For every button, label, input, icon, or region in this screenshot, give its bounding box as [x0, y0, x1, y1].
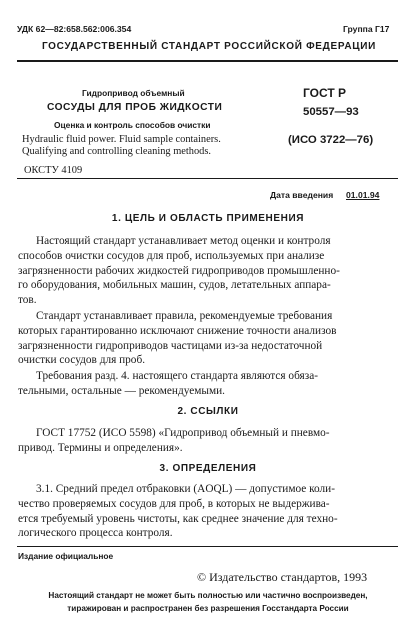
section-2-heading: 2. ССЫЛКИ [177, 406, 239, 417]
document-title: СОСУДЫ ДЛЯ ПРОБ ЖИДКОСТИ [47, 102, 223, 113]
section-2-paragraph [18, 426, 398, 456]
english-title-line1: Hydraulic fluid power. Fluid sample containers. [22, 134, 221, 145]
paragraph-line: ется требуемый уровень чистоты, как среднее значение для техно- [18, 512, 338, 525]
paragraph-line: очистки сосудов для проб. [18, 354, 146, 367]
gost-number: 50557—93 [303, 106, 359, 118]
paragraph-line: Настоящий стандарт устанавливает метод оценки и контроля [36, 235, 331, 247]
official-edition-label: Издание официальное [18, 551, 114, 561]
banner-rule [17, 60, 398, 62]
footer-rule [17, 546, 398, 547]
paragraph-line: Стандарт устанавливает правила, рекомендуемые требования [36, 310, 333, 322]
paragraph-line: чество проверяемых сосудов для проб, в которых не выдержива- [18, 497, 330, 510]
paragraph-line: загрязненности гидроприводов частицами из-за недостаточной [18, 339, 323, 352]
iso-reference: (ИСО 3722—76) [288, 134, 374, 146]
english-title-line2: Qualifying and controlling cleaning methods. [22, 146, 212, 157]
paragraph-line: ГОСТ 17752 (ИСО 5598) «Гидропривод объемный и пневмо- [36, 427, 330, 439]
section-1-paragraph-1 [18, 234, 398, 308]
paragraph-line: Требования разд. 4. настоящего стандарта являются обяза- [36, 370, 318, 382]
udc-code: УДК 62—82:658.562:006.354 [17, 24, 132, 34]
section-1-paragraph-3 [18, 369, 398, 399]
paragraph-line: 3.1. Средний предел отбраковки (AOQL) — допустимое коли- [36, 483, 335, 495]
paragraph-line: привод. Термины и определения». [18, 441, 183, 454]
reproduction-notice-line2: тиражирован и распространен без разрешения Госстандарта России [67, 604, 349, 613]
paragraph-line: загрязненности рабочих жидкостей гидроприводов промышленно- [18, 264, 340, 277]
title-block-rule [17, 178, 398, 179]
intro-date-label: Дата введения [270, 190, 334, 200]
paragraph-line: логического процесса контроля. [18, 527, 173, 540]
document-subtitle: Оценка и контроль способов очистки [54, 120, 211, 130]
paragraph-line: которых гарантированно исключают снижение точности анализов [18, 324, 337, 337]
gost-label: ГОСТ Р [303, 86, 347, 100]
section-1-heading: 1. ЦЕЛЬ И ОБЛАСТЬ ПРИМЕНЕНИЯ [111, 213, 305, 224]
paragraph-line: тов. [18, 294, 37, 307]
standard-banner: ГОСУДАРСТВЕННЫЙ СТАНДАРТ РОССИЙСКОЙ ФЕДЕРАЦИИ [41, 41, 377, 52]
section-3-paragraph [18, 482, 398, 541]
paragraph-line: го оборудования, мобильных машин, судов, летательных аппара- [18, 279, 331, 292]
copyright-notice: © Издательство стандартов, 1993 [197, 570, 368, 584]
okstu-code: ОКСТУ 4109 [24, 165, 83, 176]
section-3-heading: 3. ОПРЕДЕЛЕНИЯ [159, 463, 257, 474]
intro-date-value: 01.01.94 [346, 190, 380, 200]
section-1-paragraph-2 [18, 309, 398, 368]
reproduction-notice-line1: Настоящий стандарт не может быть полностью или частично воспроизведен, [48, 591, 368, 600]
document-kind: Гидропривод объемный [82, 88, 185, 98]
paragraph-line: способов очистки сосудов для проб, используемых при анализе [18, 249, 325, 262]
paragraph-line: тельными, остальные — рекомендуемыми. [18, 384, 225, 397]
group-code: Группа Г17 [343, 24, 390, 34]
